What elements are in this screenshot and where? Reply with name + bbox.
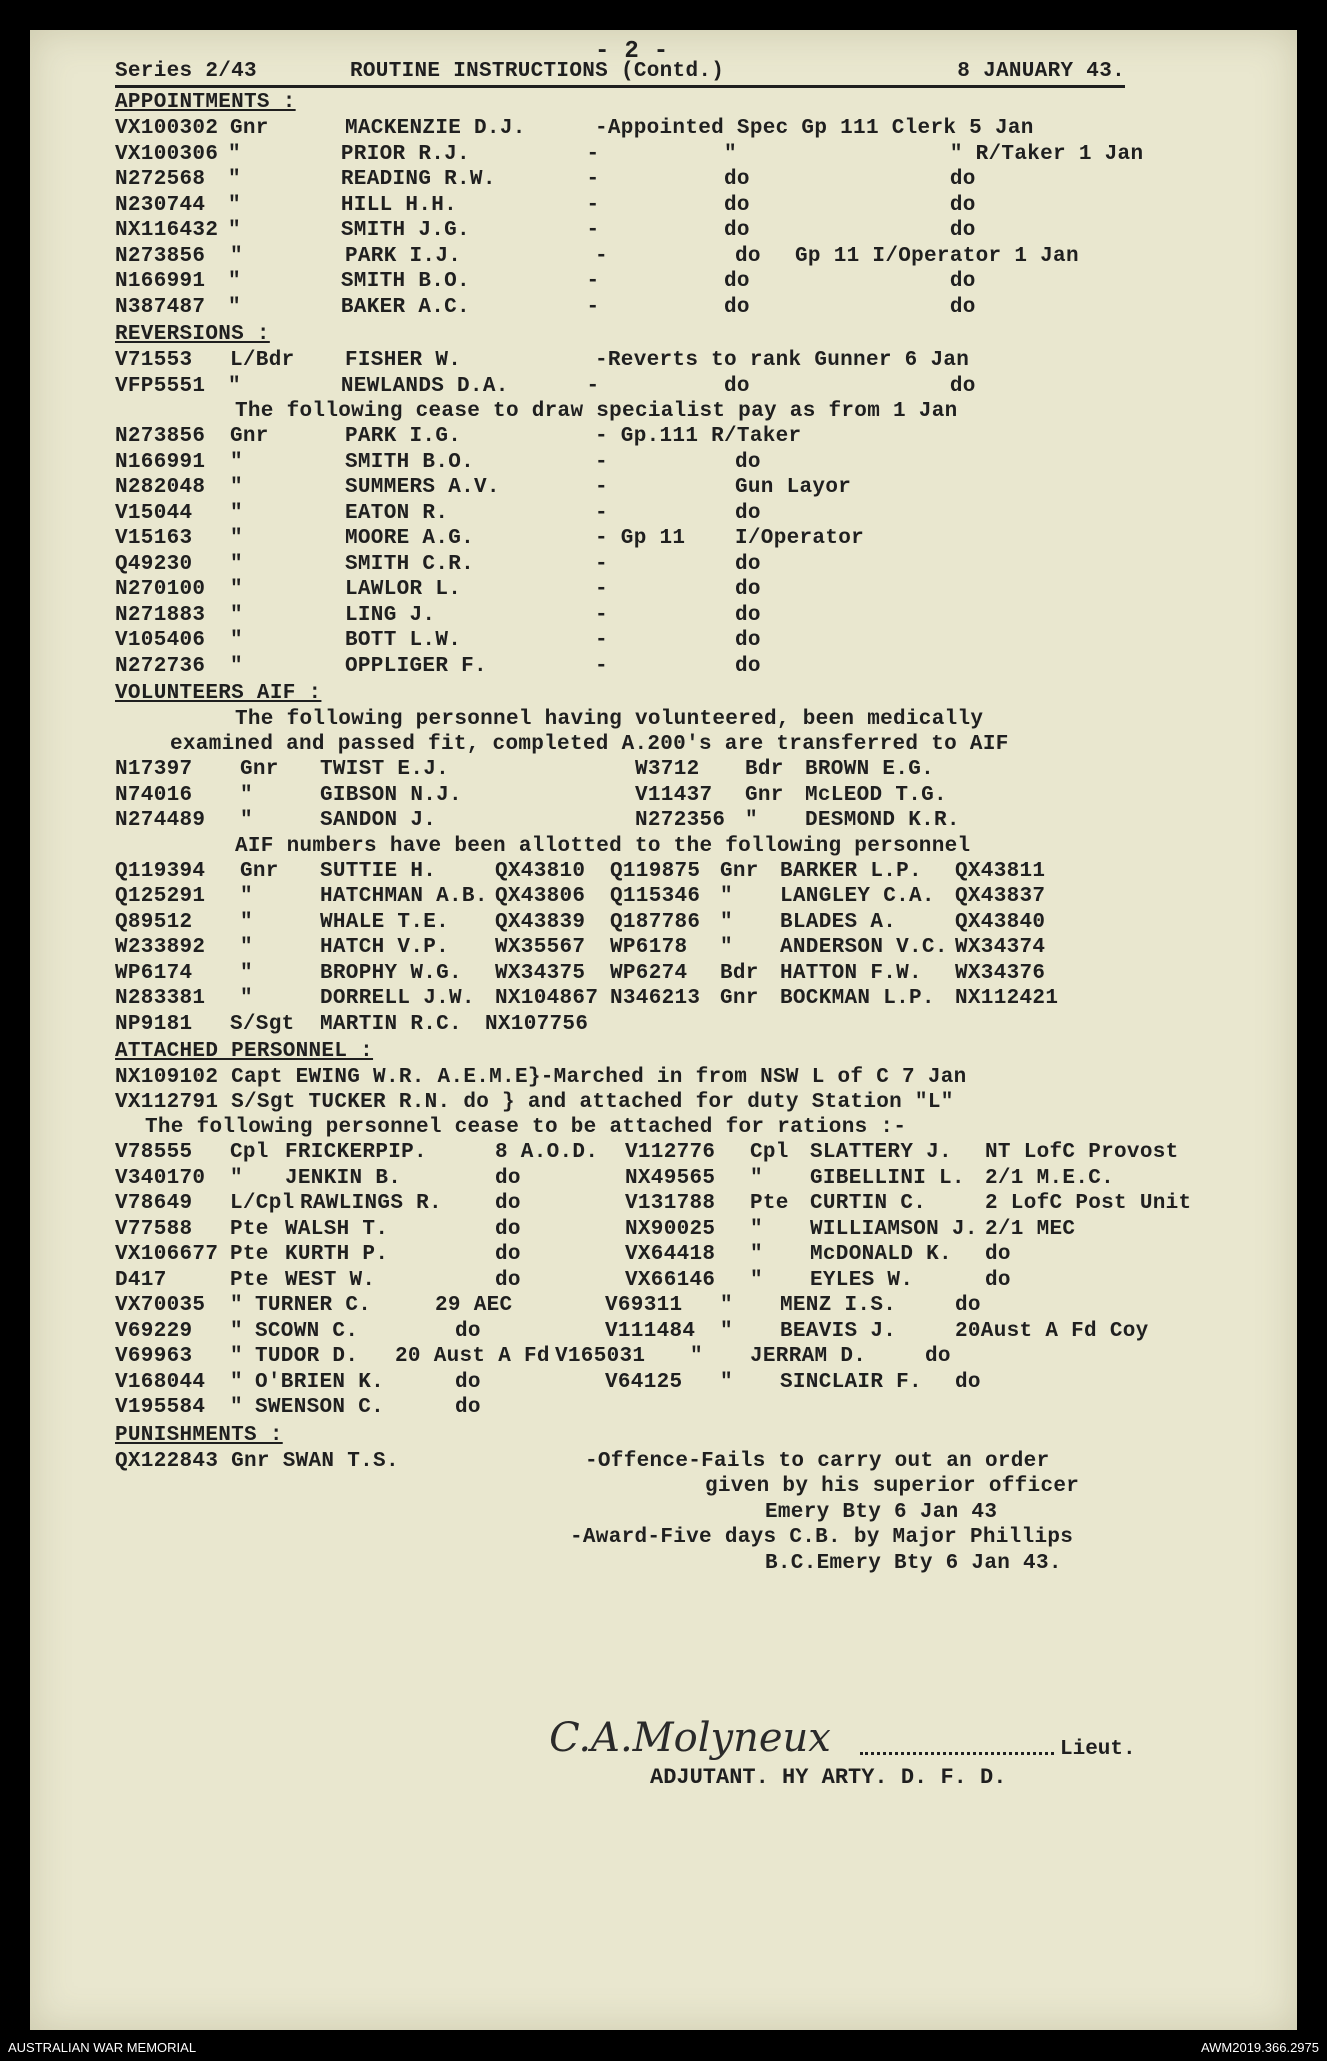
archive-reference: AWM2019.366.2975 — [1200, 2039, 1319, 2055]
document-date: 8 JANUARY 43. — [957, 60, 1125, 83]
table-row: N272736 " OPPLIGER F. - do — [115, 654, 761, 678]
table-row: V340170 " JENKIN B. do NX49565 " GIBELLINI L. 2/1 M.E.C. — [115, 1166, 1115, 1190]
punishment-entry — [115, 1449, 1215, 1475]
table-row: VX106677 Pte KURTH P. do VX64418 " McDONALD K. do — [115, 1243, 1011, 1266]
table-row: V69963 " TUDOR D. 20 Aust A Fd V165031 " JERRAM D. do — [115, 1345, 951, 1368]
rations-list — [115, 1140, 1215, 1421]
signatory-rank: Lieut. — [1060, 1738, 1136, 1761]
table-row: N166991 " SMITH B.O. - do — [115, 450, 761, 474]
table-row: W233892 " HATCH V.P. WX35567 WP6178 " ANDERSON V.C. WX34374 — [115, 936, 1046, 959]
signature-dotted-line — [860, 1742, 1054, 1755]
table-row: N273856 Gnr PARK I.G. - Gp.111 R/Taker — [115, 425, 802, 448]
table-row: VX100302 Gnr MACKENZIE D.J. -Appointed Spec Gp 111 Clerk 5 Jan — [115, 117, 1034, 140]
table-row: V105406 " BOTT L.W. - do — [115, 629, 761, 652]
table-row: VX100306 " PRIOR R.J. - " " R/Taker 1 Jan — [115, 142, 1144, 166]
table-row: V77588 Pte WALSH T. do NX90025 " WILLIAMSON J. 2/1 MEC — [115, 1217, 1076, 1241]
table-row: N282048 " SUMMERS A.V. - Gun Layor — [115, 476, 852, 499]
table-row: V15044 " EATON R. - do — [115, 501, 761, 525]
attached-line-1: NX109102 Capt EWING W.R. A.E.M.E}-Marched in from NSW L of C 7 Jan — [115, 1066, 967, 1089]
table-row: N230744 " HILL H.H. - do do — [115, 193, 976, 217]
specialist-pay-list — [115, 424, 1215, 679]
table-row: Q119394 Gnr SUTTIE H. QX43810 Q119875 Gnr BARKER L.P. QX43811 — [115, 859, 1046, 883]
table-row: VX70035 " TURNER C. 29 AEC V69311 " MENZ I.S. do — [115, 1294, 981, 1317]
table-row: N283381 " DORRELL J.W. NX104867 N346213 Gnr BOCKMAN L.P. NX112421 — [115, 987, 1059, 1010]
volunteers-note-2: examined and passed fit, completed A.200's are transferred to AIF — [170, 733, 1009, 756]
archive-name: AUSTRALIAN WAR MEMORIAL — [8, 2039, 197, 2055]
specialist-pay-note: The following cease to draw specialist pay as from 1 Jan — [235, 400, 958, 423]
signature-block — [520, 1715, 1140, 1790]
volunteers-heading: VOLUNTEERS AIF : — [115, 682, 322, 705]
document-header — [115, 60, 1125, 88]
document-title: ROUTINE INSTRUCTIONS (Contd.) — [350, 60, 725, 83]
table-row: D417 Pte WEST W. do VX66146 " EYLES W. do — [115, 1268, 1011, 1292]
punished-soldier: QX122843 Gnr SWAN T.S. — [115, 1449, 399, 1473]
aif-numbers-note: AIF numbers have been allotted to the following personnel — [235, 834, 971, 858]
award-line: -Award-Five days C.B. by Major Phillips — [570, 1526, 1074, 1549]
table-row: N166991 " SMITH B.O. - do do — [115, 270, 976, 293]
aif-numbers-list — [115, 859, 1215, 1038]
table-row: NP9181 S/Sgt MARTIN R.C. NX107756 — [115, 1012, 589, 1036]
table-row: Q125291 " HATCHMAN A.B. QX43806 Q115346 " LANGLEY C.A. QX43837 — [115, 885, 1046, 908]
table-row: V195584 " SWENSON C. do — [115, 1396, 481, 1419]
table-row: WP6174 " BROPHY W.G. WX34375 WP6274 Bdr HATTON F.W. WX34376 — [115, 961, 1046, 985]
page-number: - 2 - — [595, 38, 669, 65]
attached-heading: ATTACHED PERSONNEL : — [115, 1040, 374, 1063]
table-row: V69229 " SCOWN C. do V111484 " BEAVIS J. 20Aust A Fd Coy — [115, 1319, 1149, 1343]
offence-detail: given by his superior officer — [705, 1475, 1080, 1498]
award-detail: B.C.Emery Bty 6 Jan 43. — [765, 1551, 1062, 1575]
table-row: N387487 " BAKER A.C. - do do — [115, 295, 976, 319]
signatory-title: ADJUTANT. HY ARTY. D. F. D. — [650, 1765, 1007, 1790]
reversions-heading: REVERSIONS : — [115, 323, 270, 346]
table-row: N74016 " GIBSON N.J. V11437 Gnr McLEOD T.G. — [115, 783, 947, 807]
table-row: N274489 " SANDON J. N272356 " DESMOND K.R. — [115, 809, 960, 832]
table-row: N273856 " PARK I.J. - do Gp 11 I/Operator 1 Jan — [115, 244, 1079, 268]
table-row: V15163 " MOORE A.G. - Gp 11 I/Operator — [115, 527, 865, 550]
table-row: Q49230 " SMITH C.R. - do — [115, 552, 761, 576]
attached-line-2: VX112791 S/Sgt TUCKER R.N. do } and attached for duty Station "L" — [115, 1091, 954, 1114]
table-row: V78555 Cpl FRICKERPIP. 8 A.O.D. V112776 Cpl SLATTERY J. NT LofC Provost — [115, 1141, 1179, 1164]
table-row: Q89512 " WHALE T.E. QX43839 Q187786 " BLADES A. QX43840 — [115, 910, 1046, 934]
offence-line: -Offence-Fails to carry out an order — [585, 1449, 1050, 1473]
table-row: V78649 L/Cpl RAWLINGS R. do V131788 Pte CURTIN C. 2 LofC Post Unit — [115, 1192, 1192, 1215]
rations-note: The following personnel cease to be attached for rations :- — [145, 1116, 907, 1139]
table-row: V71553 L/Bdr FISHER W. -Reverts to rank Gunner 6 Jan — [115, 349, 970, 372]
series-number: Series 2/43 — [115, 60, 257, 83]
appointments-list — [115, 116, 1215, 320]
routine-instructions — [115, 38, 1215, 1576]
table-row: NX116432 " SMITH J.G. - do do — [115, 219, 976, 242]
table-row: N271883 " LING J. - do — [115, 603, 761, 627]
table-row: N17397 Gnr TWIST E.J. W3712 Bdr BROWN E.G. — [115, 758, 935, 781]
offence-location: Emery Bty 6 Jan 43 — [765, 1500, 998, 1524]
table-row: N272568 " READING R.W. - do do — [115, 168, 976, 191]
table-row: V168044 " O'BRIEN K. do V64125 " SINCLAIR F. do — [115, 1370, 981, 1394]
volunteers-note-1: The following personnel having volunteered, been medically — [235, 708, 984, 731]
table-row: N270100 " LAWLOR L. - do — [115, 578, 761, 601]
appointments-heading: APPOINTMENTS : — [115, 91, 296, 114]
archive-footer — [0, 2033, 1327, 2061]
handwritten-signature: C.A.Molyneux — [549, 1715, 831, 1761]
punishments-heading: PUNISHMENTS : — [115, 1423, 283, 1447]
table-row: VFP5551 " NEWLANDS D.A. - do do — [115, 374, 976, 398]
